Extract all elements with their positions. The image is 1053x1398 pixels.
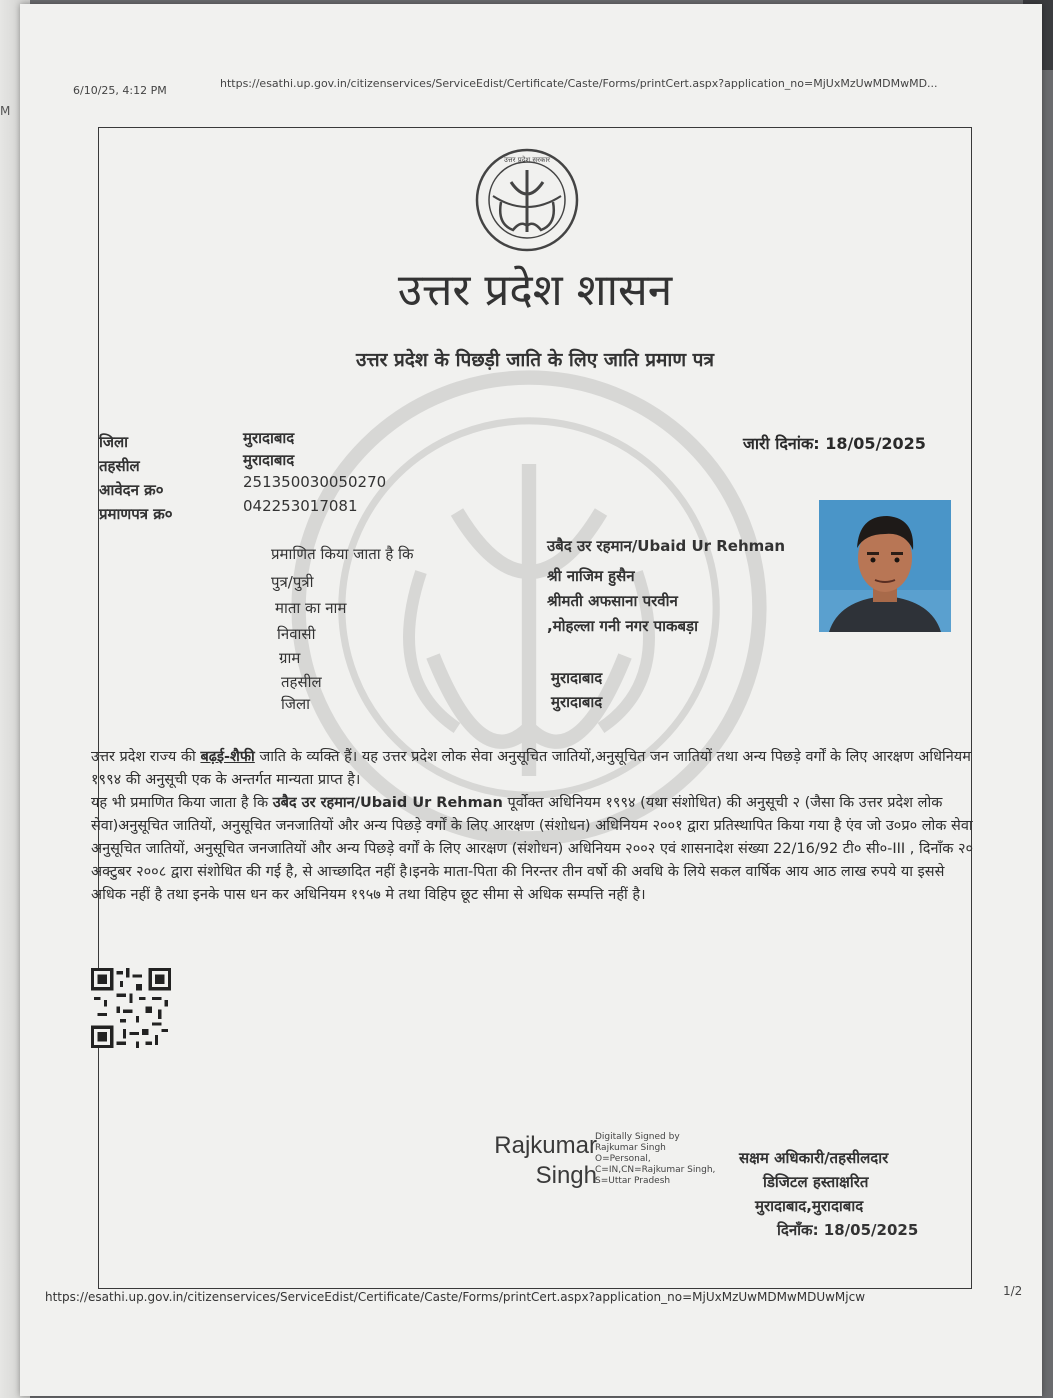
applicant-photo [819,500,951,632]
signature-date: दिनाँक: 18/05/2025 [777,1221,919,1239]
officer-location: मुरादाबाद,मुरादाबाद [755,1197,864,1215]
certificate-no-label: प्रमाणपत्र क्र० [99,505,173,523]
district-label: जिला [99,433,129,451]
qr-code [91,968,171,1048]
detail-label: माता का नाम [275,599,347,617]
signature-detail-line: C=IN,CN=Rajkumar Singh, [595,1165,716,1175]
detail-value: मुरादाबाद [551,693,603,711]
applicant-name-inline: उबैद उर रहमान/Ubaid Ur Rehman [272,795,503,811]
left-edge-text: M [0,104,11,118]
signature-detail-line: Digitally Signed by [595,1132,680,1142]
detail-label: ग्राम [279,649,301,667]
detail-value: श्रीमती अफसाना परवीन [547,592,678,610]
tehsil-label: तहसील [99,457,140,475]
print-datetime: 6/10/25, 4:12 PM [73,84,167,97]
up-government-emblem [467,146,587,254]
certificate-no-value: 042253017081 [243,497,358,515]
signature-name-line: Rajkumar [494,1132,597,1159]
paragraph-text: उत्तर प्रदेश राज्य की [91,749,196,765]
detail-label: तहसील [281,673,322,691]
certificate-title: उत्तर प्रदेश शासन [397,265,673,316]
detail-label: जिला [281,695,311,713]
application-no-label: आवेदन क्र० [99,481,164,499]
detail-label: प्रमाणित किया जाता है कि [271,545,414,563]
paragraph-text: पूर्वोक्त अधिनियम १९९४ (यथा संशोधित) की अनुसूची २ (जैसा कि उत्तर प्रदेश लोक सेवा)अनुसूचित जातियों, अनुसूचित जनजातियों और अन्य पिछड़े वर्गों के लिए आरक्षण (संशोधन) अधिनियम २००१ द्वारा प्रतिस्थापित किया गया है एंव जो उ०प्र० लोक सेवा अनुसूचित जातियों, अनुसूचित जनजातियों और अन्य पिछड़े वर्गों के लिए आरक्षण (संशोधन) अधिनियम २००२ एवं शासनादेश संख्या 22/16/92 टी० सी०-III , दिनाँक २० अक्टुबर २००८ द्वारा संशोधित की गई है, से आच्छादित नहीं है।इनके माता-पिता की निरन्तर तीन वर्षो की अवधि के लिये सकल वार्षिक आय आठ लाख रुपये या इससे अधिक नहीं है तथा इनके पास धन कर अधिनियम १९५७ मे तथा विहिप छूट सीमा से अधिक सम्पत्ति नहीं है। [91,795,974,903]
signature-detail-line: Rajkumar Singh [595,1143,666,1153]
paragraph-income-declaration [91,792,981,907]
signature-detail-line: S=Uttar Pradesh [595,1176,671,1186]
signature-name-line: Singh [535,1162,597,1189]
paragraph-text: यह भी प्रमाणित किया जाता है कि [91,795,269,811]
district-value: मुरादाबाद [243,429,295,447]
issuing-officer-block [739,1146,969,1242]
officer-designation: सक्षम अधिकारी/तहसीलदार [739,1149,889,1167]
detail-value: उबैद उर रहमान/Ubaid Ur Rehman [547,537,786,555]
tehsil-value: मुरादाबाद [243,451,295,469]
printed-page [20,4,1042,1396]
issue-date: जारी दिनांक: 18/05/2025 [743,434,926,453]
print-header-url: https://esathi.up.gov.in/citizenservices/ServiceEdist/Certificate/Caste/Forms/printCert.aspx?application_no=MjUxMzUwMDMwMD... [220,77,938,90]
print-footer-url: https://esathi.up.gov.in/citizenservices/ServiceEdist/Certificate/Caste/Forms/printCert.aspx?application_no=MjUxMzUwMDMwMDUwMjcw [45,1290,866,1304]
caste-name: बढ़ई-शैफी [200,749,255,765]
emblem-text: उत्तर प्रदेश सरकार [503,156,551,164]
page-number: 1/2 [1003,1284,1023,1298]
signature-detail-line: O=Personal, [595,1154,651,1164]
detail-label: निवासी [277,625,316,643]
detail-value: ,मोहल्ला गनी नगर पाकबड़ा [547,617,698,635]
digitally-signed-text: डिजिटल हस्ताक्षरित [763,1173,869,1191]
certificate-subtitle: उत्तर प्रदेश के पिछड़ी जाति के लिए जाति प्रमाण पत्र [356,349,714,371]
detail-value: श्री नाजिम हुसैन [547,567,635,585]
paragraph-text: जाति के व्यक्ति हैं। यह उत्तर प्रदेश लोक सेवा अनुसूचित जातियों,अनुसूचित जन जातियों तथा अन्य पिछड़े वर्गों के लिए आरक्षण अधिनियम १९९४ की अनुसूची एक के अन्तर्गत मान्यता प्राप्त है। [91,749,971,788]
detail-label: पुत्र/पुत्री [271,573,314,591]
digital-signature-name [459,1131,597,1191]
detail-value: मुरादाबाद [551,669,603,687]
application-no-value: 251350030050270 [243,473,387,491]
certification-text [91,746,981,907]
certificate-frame [91,127,974,1289]
paragraph-caste-recognition [91,746,981,792]
